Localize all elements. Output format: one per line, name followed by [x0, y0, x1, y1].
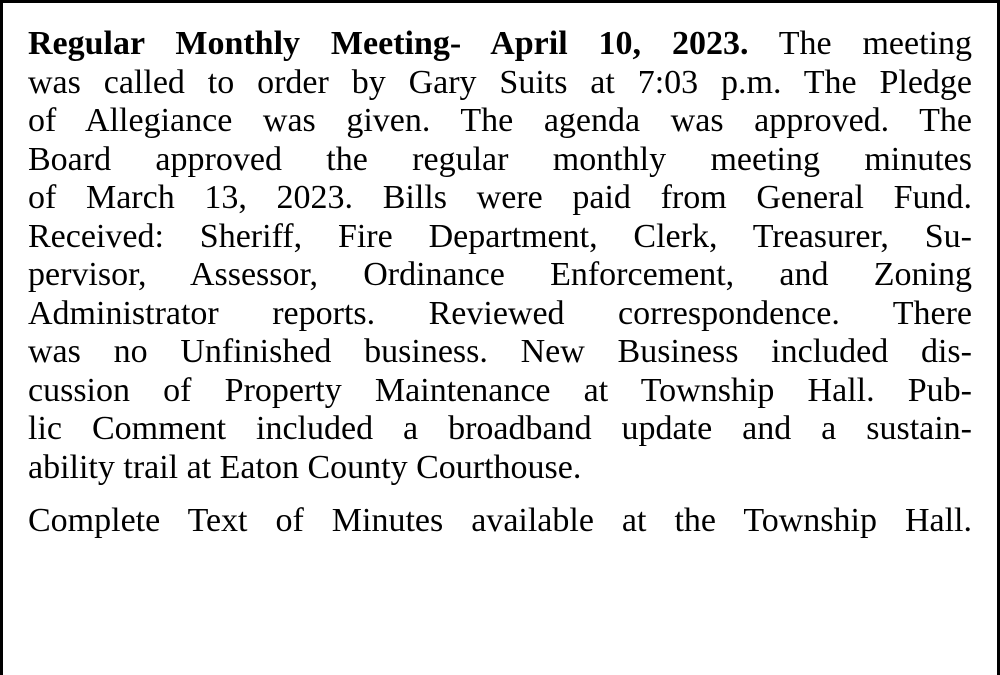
text-line: Received: Sheriff, Fire Department, Clerk, Treasurer, Su- [28, 217, 972, 255]
minutes-paragraph [28, 25, 972, 487]
text-line: was called to order by Gary Suits at 7:03 p.m. The Pledge [28, 63, 972, 101]
text-line: of March 13, 2023. Bills were paid from General Fund. [28, 179, 972, 216]
text-line: cussion of Property Maintenance at Township Hall. Pub- [28, 371, 972, 409]
text-line: Board approved the regular monthly meeting minutes [28, 140, 972, 178]
closing-statement: Complete Text of Minutes available at the Township Hall. [28, 502, 972, 539]
meeting-headline: Regular Monthly Meeting- April 10, 2023. [28, 25, 749, 62]
text-line: Administrator reports. Reviewed correspondence. There [28, 294, 972, 332]
text-line: was no Unfinished business. New Business included dis- [28, 333, 972, 370]
text-line-segment: The meeting [778, 25, 973, 62]
text-line: lic Comment included a broadband update and a sustain- [28, 410, 972, 447]
text-line: ability trail at Eaton County Courthouse. [28, 448, 582, 486]
text-line [28, 25, 972, 64]
text-line: of Allegiance was given. The agenda was approved. The [28, 102, 972, 139]
text-line: pervisor, Assessor, Ordinance Enforcement, and Zoning [28, 256, 972, 293]
